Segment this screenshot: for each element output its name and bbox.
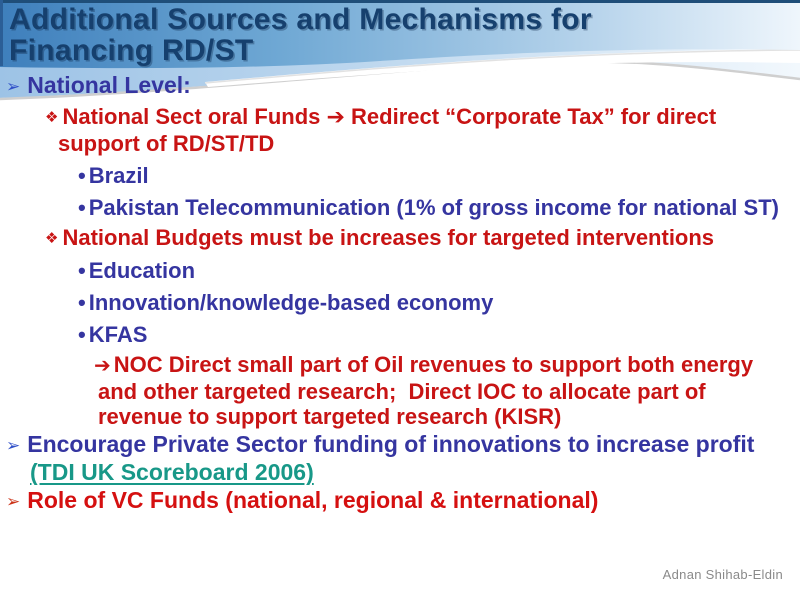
bullet-text: Role of VC Funds (national, regional & international) xyxy=(27,487,599,513)
bullet-item xyxy=(0,225,795,252)
bullet-marker-icon: • xyxy=(78,163,86,188)
bullet-marker-icon: ❖ xyxy=(45,109,59,126)
bullet-item xyxy=(0,195,795,221)
bullet-marker-icon: ❖ xyxy=(45,230,59,247)
bullet-marker-icon: ➢ xyxy=(6,436,21,455)
bullet-item xyxy=(0,104,795,157)
bullet-text: National Sect oral Funds ➔ Redirect “Corporate Tax” for direct support of RD/ST/TD xyxy=(58,104,723,156)
bullet-marker-icon: • xyxy=(78,195,86,220)
bullet-list xyxy=(0,70,800,515)
bullet-marker-icon: ➔ xyxy=(94,355,111,377)
bullet-item xyxy=(0,487,795,515)
bullet-marker-icon: • xyxy=(78,322,86,347)
bullet-text: National Budgets must be increases for targeted interventions xyxy=(62,225,715,250)
bullet-item xyxy=(0,290,795,316)
bullet-marker-icon: ➢ xyxy=(6,492,21,511)
bullet-text: Encourage Private Sector funding of innovations to increase profit xyxy=(27,431,761,457)
bullet-item xyxy=(0,431,795,485)
bullet-item xyxy=(0,258,795,284)
slide-title-line2: Financing RD/ST xyxy=(9,34,254,67)
bullet-text: KFAS xyxy=(88,322,148,347)
bullet-item xyxy=(0,163,795,189)
bullet-text: National Level: xyxy=(27,72,191,98)
slide-title xyxy=(9,4,789,66)
bullet-text: Education xyxy=(88,258,196,283)
bullet-text: Brazil xyxy=(88,163,149,188)
bullet-marker-icon: • xyxy=(78,290,86,315)
bullet-text: Innovation/knowledge-based economy xyxy=(88,290,494,315)
tdi-uk-scoreboard-link[interactable]: (TDI UK Scoreboard 2006) xyxy=(30,459,314,485)
bullet-item xyxy=(0,322,795,348)
author-credit: Adnan Shihab-Eldin xyxy=(662,567,783,582)
slide-title-line1: Additional Sources and Mechanisms for xyxy=(9,3,592,36)
bullet-text: NOC Direct small part of Oil revenues to support both energy and other targeted research; Direct IOC to allocate part of revenue to support targeted research (KISR) xyxy=(98,352,760,429)
bullet-marker-icon: ➢ xyxy=(6,77,21,96)
slide-left-border xyxy=(0,0,3,66)
bullet-text: Pakistan Telecommunication (1% of gross income for national ST) xyxy=(88,195,779,220)
bullet-item xyxy=(0,352,795,429)
bullet-item xyxy=(0,72,795,100)
bullet-marker-icon: • xyxy=(78,258,86,283)
